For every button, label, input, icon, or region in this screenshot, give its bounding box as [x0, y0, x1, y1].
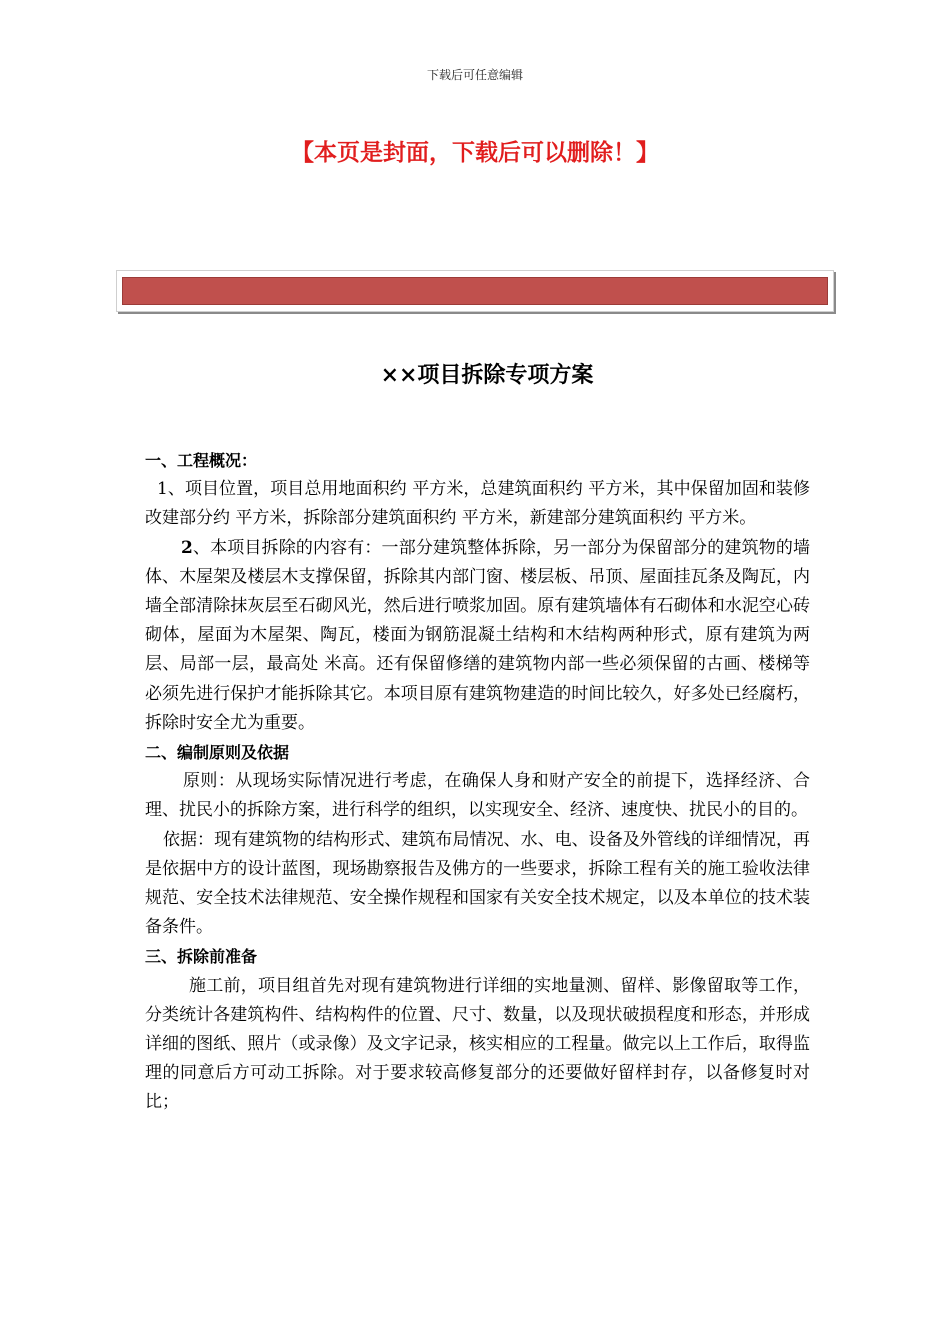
decorative-banner: [116, 270, 834, 312]
document-body: [145, 446, 810, 1118]
header-note: 下载后可任意编辑: [426, 68, 523, 82]
document-title: ××项目拆除专项方案: [380, 362, 594, 388]
paragraph-project-location: 1、项目位置，项目总用地面积约 平方米，总建筑面积约 平方米，其中保留加固和装修改建部分约 平方米，拆除部分建筑面积约 平方米，新建部分建筑面积约 平方米。: [145, 479, 810, 529]
section-heading-preparation: 三、拆除前准备: [145, 947, 258, 967]
paragraph-preparation: 施工前，项目组首先对现有建筑物进行详细的实地量测、留样、影像留取等工作，分类统计各建筑构件、结构构件的位置、尺寸、数量，以及现状破损程度和形态，并形成详细的图纸、照片（或录像）及文字记录，核实相应的工程量。做完以上工作后，取得监理的同意后方可动工拆除。对于要求较高修复部分的还要做好留样封存，以备修复时对比；: [145, 975, 810, 1113]
paragraph-basis: 依据：现有建筑物的结构形式、建筑布局情况、水、电、设备及外管线的详细情况，再是依据中方的设计蓝图，现场勘察报告及佛方的一些要求，拆除工程有关的施工验收法律规范、安全技术法律规范、安全操作规程和国家有关安全技术规定，以及本单位的技术装备条件。: [145, 829, 810, 938]
section-heading-overview: 一、工程概况：: [145, 451, 258, 470]
paragraph-demolition-scope: [145, 534, 810, 738]
item-text: 、本项目拆除的内容有：一部分建筑整体拆除，另一部分为保留部分的建筑物的墙体、木屋架及楼层木支撑保留，拆除其内部门窗、楼层板、吊顶、屋面挂瓦条及陶瓦，内墙全部清除抹灰层至石砌风光，然后进行喷浆加固。原有建筑墙体有石砌体和水泥空心砖砌体，屋面为木屋架、陶瓦，楼面为钢筋混凝土结构和木结构两种形式，原有建筑为两层、局部一层，最高处 米高。还有保留修缮的建筑物内部一些必须保留的古画、楼梯等必须先进行保护才能拆除其它。本项目原有建筑物建造的时间比较久，好多处已经腐朽，拆除时安全尤为重要。: [145, 537, 810, 733]
cover-delete-note: 【本页是封面，下载后可以删除！】: [291, 139, 659, 166]
item-number: 2: [181, 537, 193, 558]
banner-fill: [122, 277, 828, 305]
paragraph-principle: 原则：从现场实际情况进行考虑，在确保人身和财产安全的前提下，选择经济、合理、扰民小的拆除方案，进行科学的组织，以实现安全、经济、速度快、扰民小的目的。: [145, 771, 810, 821]
section-heading-principles: 二、编制原则及依据: [145, 743, 290, 763]
